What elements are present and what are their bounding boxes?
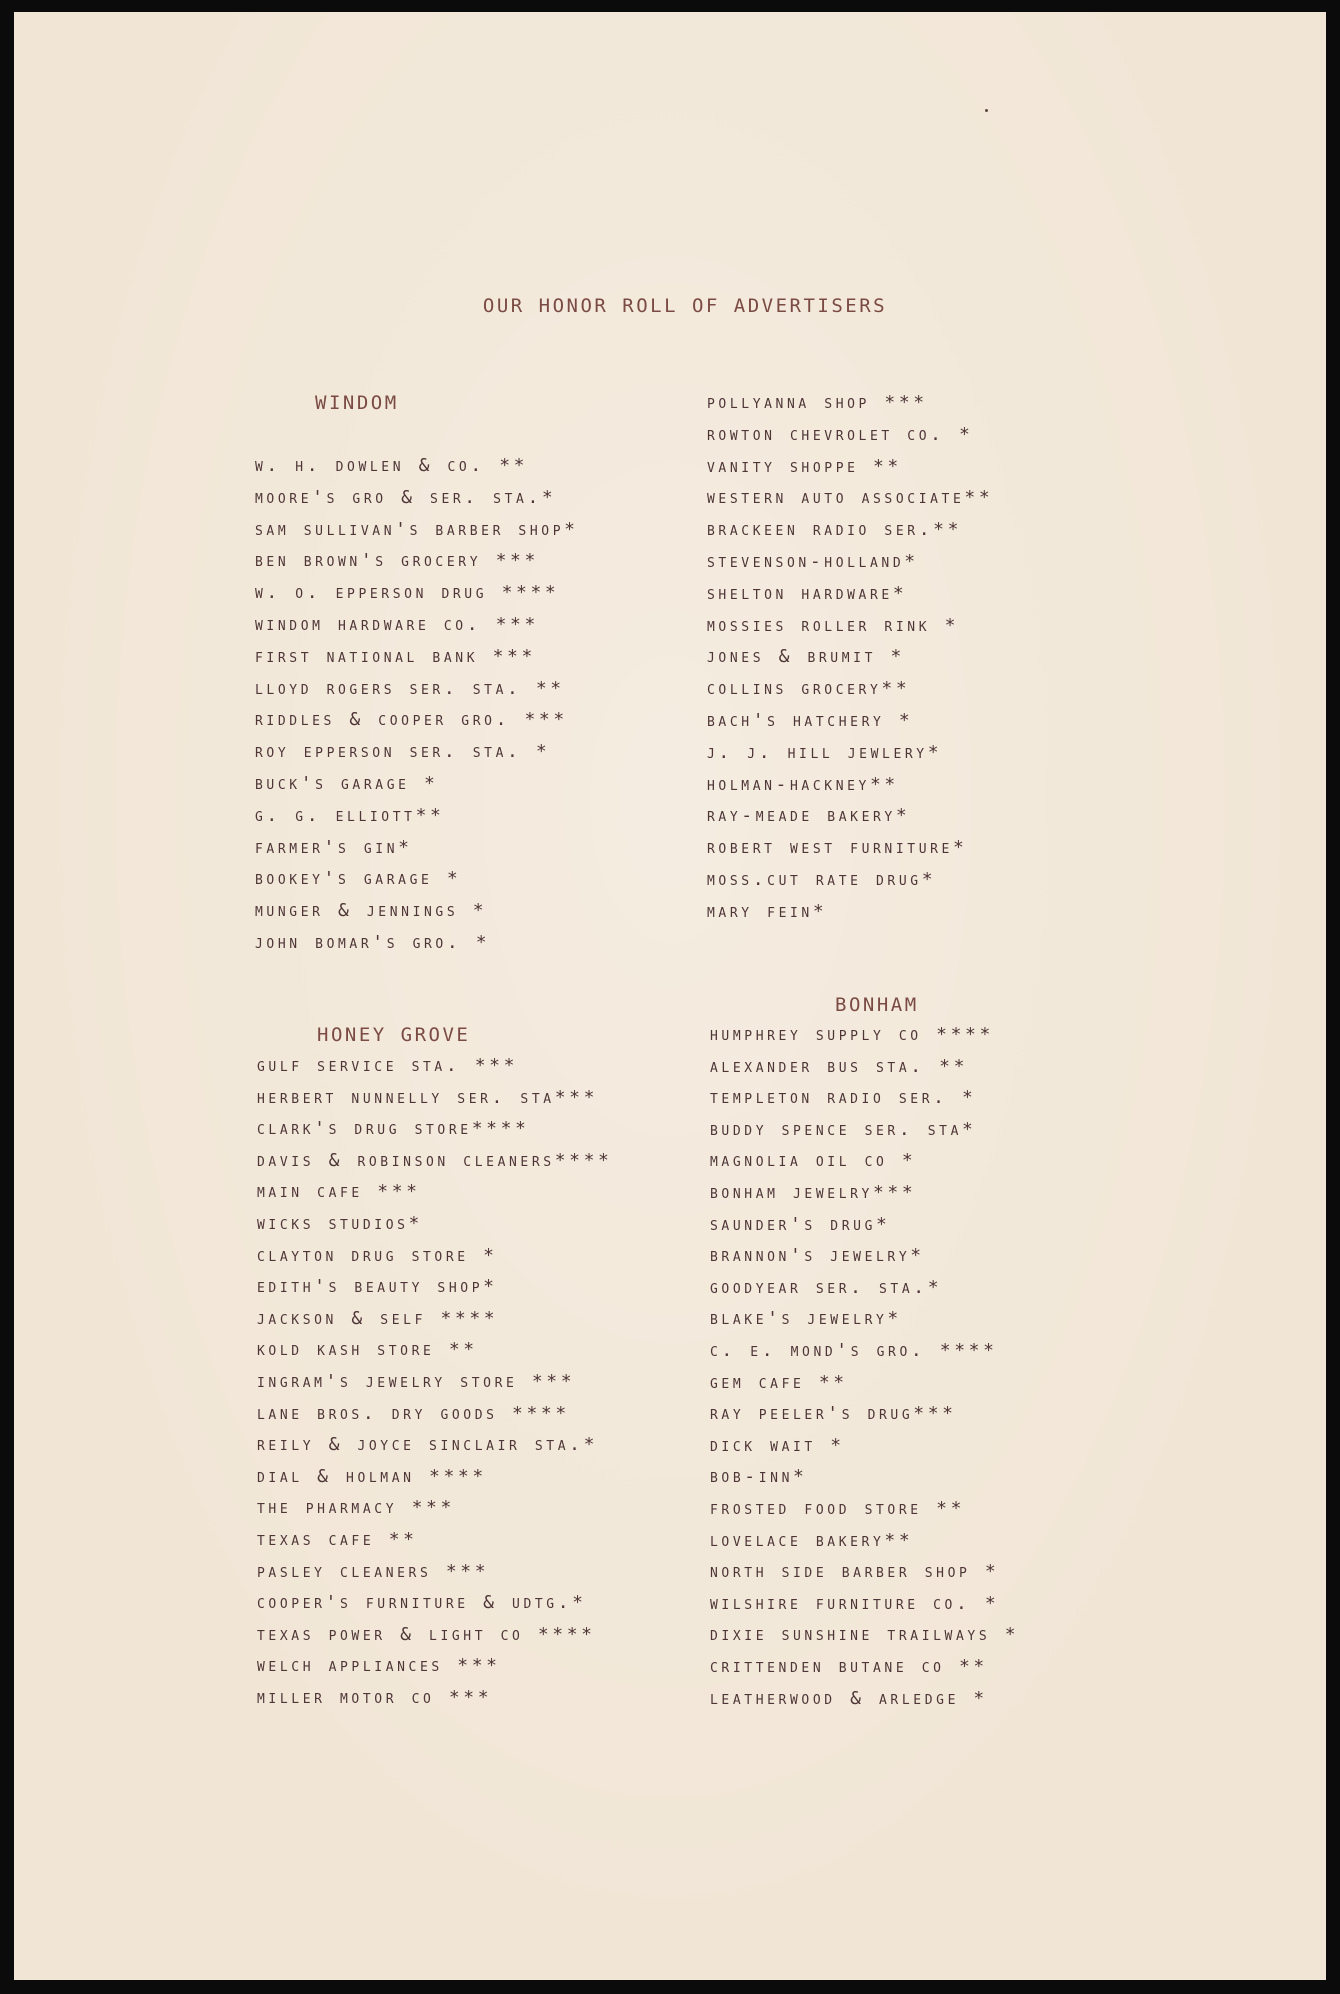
advertiser-entry: ray-meade bakery* (707, 805, 911, 827)
advertiser-entry: kold kash store ** (257, 1339, 478, 1361)
advertiser-entry: welch appliances *** (257, 1655, 501, 1677)
advertiser-entry: davis & robinson cleaners**** (257, 1149, 613, 1171)
advertiser-entry: bach's hatchery * (707, 710, 914, 731)
advertiser-entry: jones & brumit * (707, 646, 905, 668)
advertiser-entry: leatherwood & arledge * (710, 1687, 988, 1709)
page-title: OUR HONOR ROLL OF ADVERTISERS (482, 295, 888, 317)
advertiser-entry: first national bank *** (255, 645, 536, 667)
document-page (14, 12, 1326, 1980)
advertiser-entry: texas power & light co **** (257, 1623, 596, 1645)
section-heading-bonham: BONHAM (835, 994, 919, 1016)
advertiser-entry: w. h. dowlen & co. ** (255, 455, 529, 476)
advertiser-entry: bob-inn* (710, 1466, 808, 1488)
advertiser-entry: munger & jennings * (255, 900, 488, 922)
advertiser-entry: goodyear ser. sta.* (710, 1276, 943, 1298)
advertiser-entry: farmer's gin* (255, 836, 413, 858)
advertiser-entry: clark's drug store**** (257, 1118, 530, 1140)
advertiser-entry: moss.cut rate drug* (707, 869, 937, 890)
advertiser-entry: humphrey supply co **** (710, 1024, 994, 1045)
advertiser-entry: roy epperson ser. sta. * (255, 741, 551, 763)
paper-speck (985, 109, 988, 112)
advertiser-entry: moore's gro & ser. sta.* (255, 486, 557, 508)
advertiser-entry: pollyanna shop *** (707, 392, 928, 413)
advertiser-entry: western auto associate** (707, 487, 994, 509)
advertiser-entry: j. j. hill jewlery* (707, 741, 943, 763)
advertiser-entry: stevenson-holland* (707, 551, 919, 572)
advertiser-entry: rowton chevrolet co. * (707, 423, 974, 445)
advertiser-entry: brackeen radio ser.** (707, 519, 963, 541)
advertiser-entry: texas cafe ** (257, 1529, 418, 1550)
advertiser-entry: dick wait * (710, 1434, 845, 1456)
advertiser-entry: shelton hardware* (707, 582, 908, 604)
advertiser-entry: crittenden butane co ** (710, 1656, 988, 1677)
advertiser-entry: brannon's jewelry* (710, 1245, 925, 1267)
advertiser-entry: riddles & cooper gro. *** (255, 709, 568, 731)
advertiser-entry: wilshire furniture co. * (710, 1592, 1000, 1614)
advertiser-entry: reily & joyce sinclair sta.* (257, 1434, 599, 1456)
advertiser-entry: templeton radio ser. * (710, 1087, 977, 1109)
advertiser-entry: mary fein* (707, 900, 828, 922)
advertiser-entry: cooper's furniture & udtg.* (257, 1592, 587, 1614)
section-heading-windom: WINDOM (315, 392, 399, 414)
advertiser-entry: herbert nunnelly ser. sta*** (257, 1086, 599, 1108)
advertiser-entry: bonham jewelry*** (710, 1182, 917, 1203)
advertiser-entry: g. g. elliott** (255, 804, 445, 826)
advertiser-entry: collins grocery** (707, 678, 911, 700)
advertiser-entry: alexander bus sta. ** (710, 1055, 969, 1077)
advertiser-entry: blake's jewelry* (710, 1308, 902, 1330)
advertiser-entry: ingram's jewelry store *** (257, 1371, 576, 1392)
advertiser-entry: main cafe *** (257, 1181, 421, 1203)
advertiser-entry: pasley cleaners *** (257, 1560, 490, 1582)
advertiser-entry: buddy spence ser. sta* (710, 1118, 977, 1140)
advertiser-entry: edith's beauty shop* (257, 1276, 498, 1298)
advertiser-entry: john bomar's gro. * (255, 932, 491, 953)
section-heading-honey-grove: HONEY GROVE (317, 1024, 471, 1046)
advertiser-entry: vanity shoppe ** (707, 455, 902, 477)
advertiser-entry: wicks studios* (257, 1213, 423, 1234)
advertiser-entry: ray peeler's drug*** (710, 1403, 957, 1425)
advertiser-entry: w. o. epperson drug **** (255, 582, 560, 604)
advertiser-entry: lovelace bakery** (710, 1529, 914, 1551)
advertiser-entry: holman-hackney** (707, 773, 899, 795)
advertiser-entry: c. e. mond's gro. **** (710, 1340, 998, 1361)
advertiser-entry: robert west furniture* (707, 837, 968, 859)
advertiser-entry: miller motor co *** (257, 1687, 493, 1708)
advertiser-entry: mossies roller rink * (707, 614, 960, 636)
advertiser-entry: north side barber shop * (710, 1561, 1000, 1583)
advertiser-entry: lloyd rogers ser. sta. ** (255, 677, 565, 699)
advertiser-entry: gem cafe ** (710, 1371, 848, 1393)
advertiser-entry: windom hardware co. *** (255, 614, 539, 635)
advertiser-entry: buck's garage * (255, 773, 439, 794)
advertiser-entry: dial & holman **** (257, 1465, 487, 1487)
advertiser-entry: jackson & self **** (257, 1307, 499, 1329)
advertiser-entry: lane bros. dry goods **** (257, 1402, 570, 1424)
advertiser-entry: frosted food store ** (710, 1498, 966, 1519)
advertiser-entry: dixie sunshine trailways * (710, 1624, 1020, 1646)
advertiser-entry: sam sullivan's barber shop* (255, 518, 579, 540)
advertiser-entry: magnolia oil co * (710, 1150, 917, 1172)
advertiser-entry: ben brown's grocery *** (255, 550, 539, 572)
advertiser-entry: saunder's drug* (710, 1213, 891, 1235)
advertiser-entry: the pharmacy *** (257, 1497, 455, 1519)
advertiser-entry: bookey's garage * (255, 868, 462, 890)
advertiser-entry: clayton drug store * (257, 1244, 498, 1266)
advertiser-entry: gulf service sta. *** (257, 1055, 519, 1076)
